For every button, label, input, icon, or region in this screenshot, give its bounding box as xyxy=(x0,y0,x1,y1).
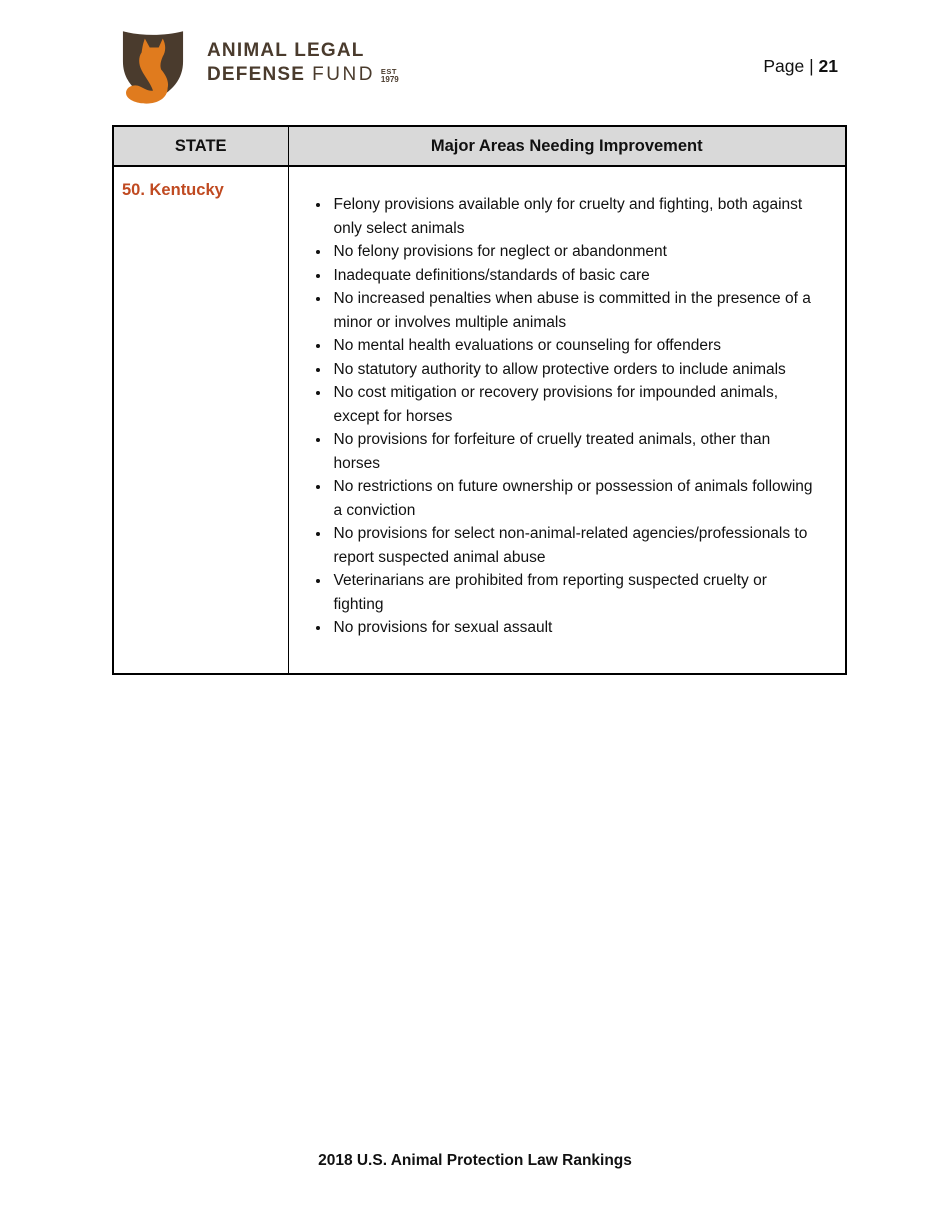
logo-fund-text: FUND xyxy=(312,64,375,85)
list-item: • No statutory authority to allow protective orders to include animals xyxy=(331,358,816,382)
logo-wordmark xyxy=(207,28,399,84)
logo-line2 xyxy=(207,65,399,84)
logo-defense-text: DEFENSE xyxy=(207,64,306,85)
list-item: • No cost mitigation or recovery provisions for impounded animals, except for horses xyxy=(331,381,816,428)
list-item: • No increased penalties when abuse is committed in the presence of a minor or involves multiple animals xyxy=(331,287,816,334)
list-item: • No provisions for forfeiture of cruelly treated animals, other than horses xyxy=(331,428,816,475)
logo-est-label: EST xyxy=(380,66,398,76)
list-item: • No provisions for sexual assault xyxy=(331,616,816,640)
list-item: • No restrictions on future ownership or possession of animals following a conviction xyxy=(331,475,816,522)
list-item: • No mental health evaluations or counseling for offenders xyxy=(331,334,816,358)
list-item: • Inadequate definitions/standards of basic care xyxy=(331,264,816,288)
list-item: • No provisions for select non-animal-related agencies/professionals to report suspected animal abuse xyxy=(331,522,816,569)
page-footer xyxy=(0,1152,950,1170)
improvement-list xyxy=(299,193,816,640)
state-improvements-table xyxy=(112,125,847,675)
table-header-row xyxy=(113,126,846,166)
footer-title: 2018 U.S. Animal Protection Law Rankings xyxy=(318,1152,632,1169)
table-row xyxy=(113,166,846,674)
column-header-state: STATE xyxy=(113,126,288,166)
logo-est-block xyxy=(381,68,399,85)
page-number-value: 21 xyxy=(818,56,838,76)
page-number xyxy=(763,56,838,77)
list-item: • No felony provisions for neglect or abandonment xyxy=(331,240,816,264)
aldf-logo xyxy=(112,28,399,106)
column-header-improvements: Major Areas Needing Improvement xyxy=(288,126,846,166)
logo-line1: ANIMAL LEGAL xyxy=(207,40,365,61)
logo-est-year: 1979 xyxy=(380,75,399,84)
page-label: Page | xyxy=(763,56,814,76)
improvements-cell xyxy=(288,166,846,674)
fox-shield-icon xyxy=(112,28,194,106)
list-item: • Felony provisions available only for cruelty and fighting, both against only select animals xyxy=(331,193,816,240)
state-name: 50. Kentucky xyxy=(113,166,288,674)
list-item: • Veterinarians are prohibited from reporting suspected cruelty or fighting xyxy=(331,569,816,616)
